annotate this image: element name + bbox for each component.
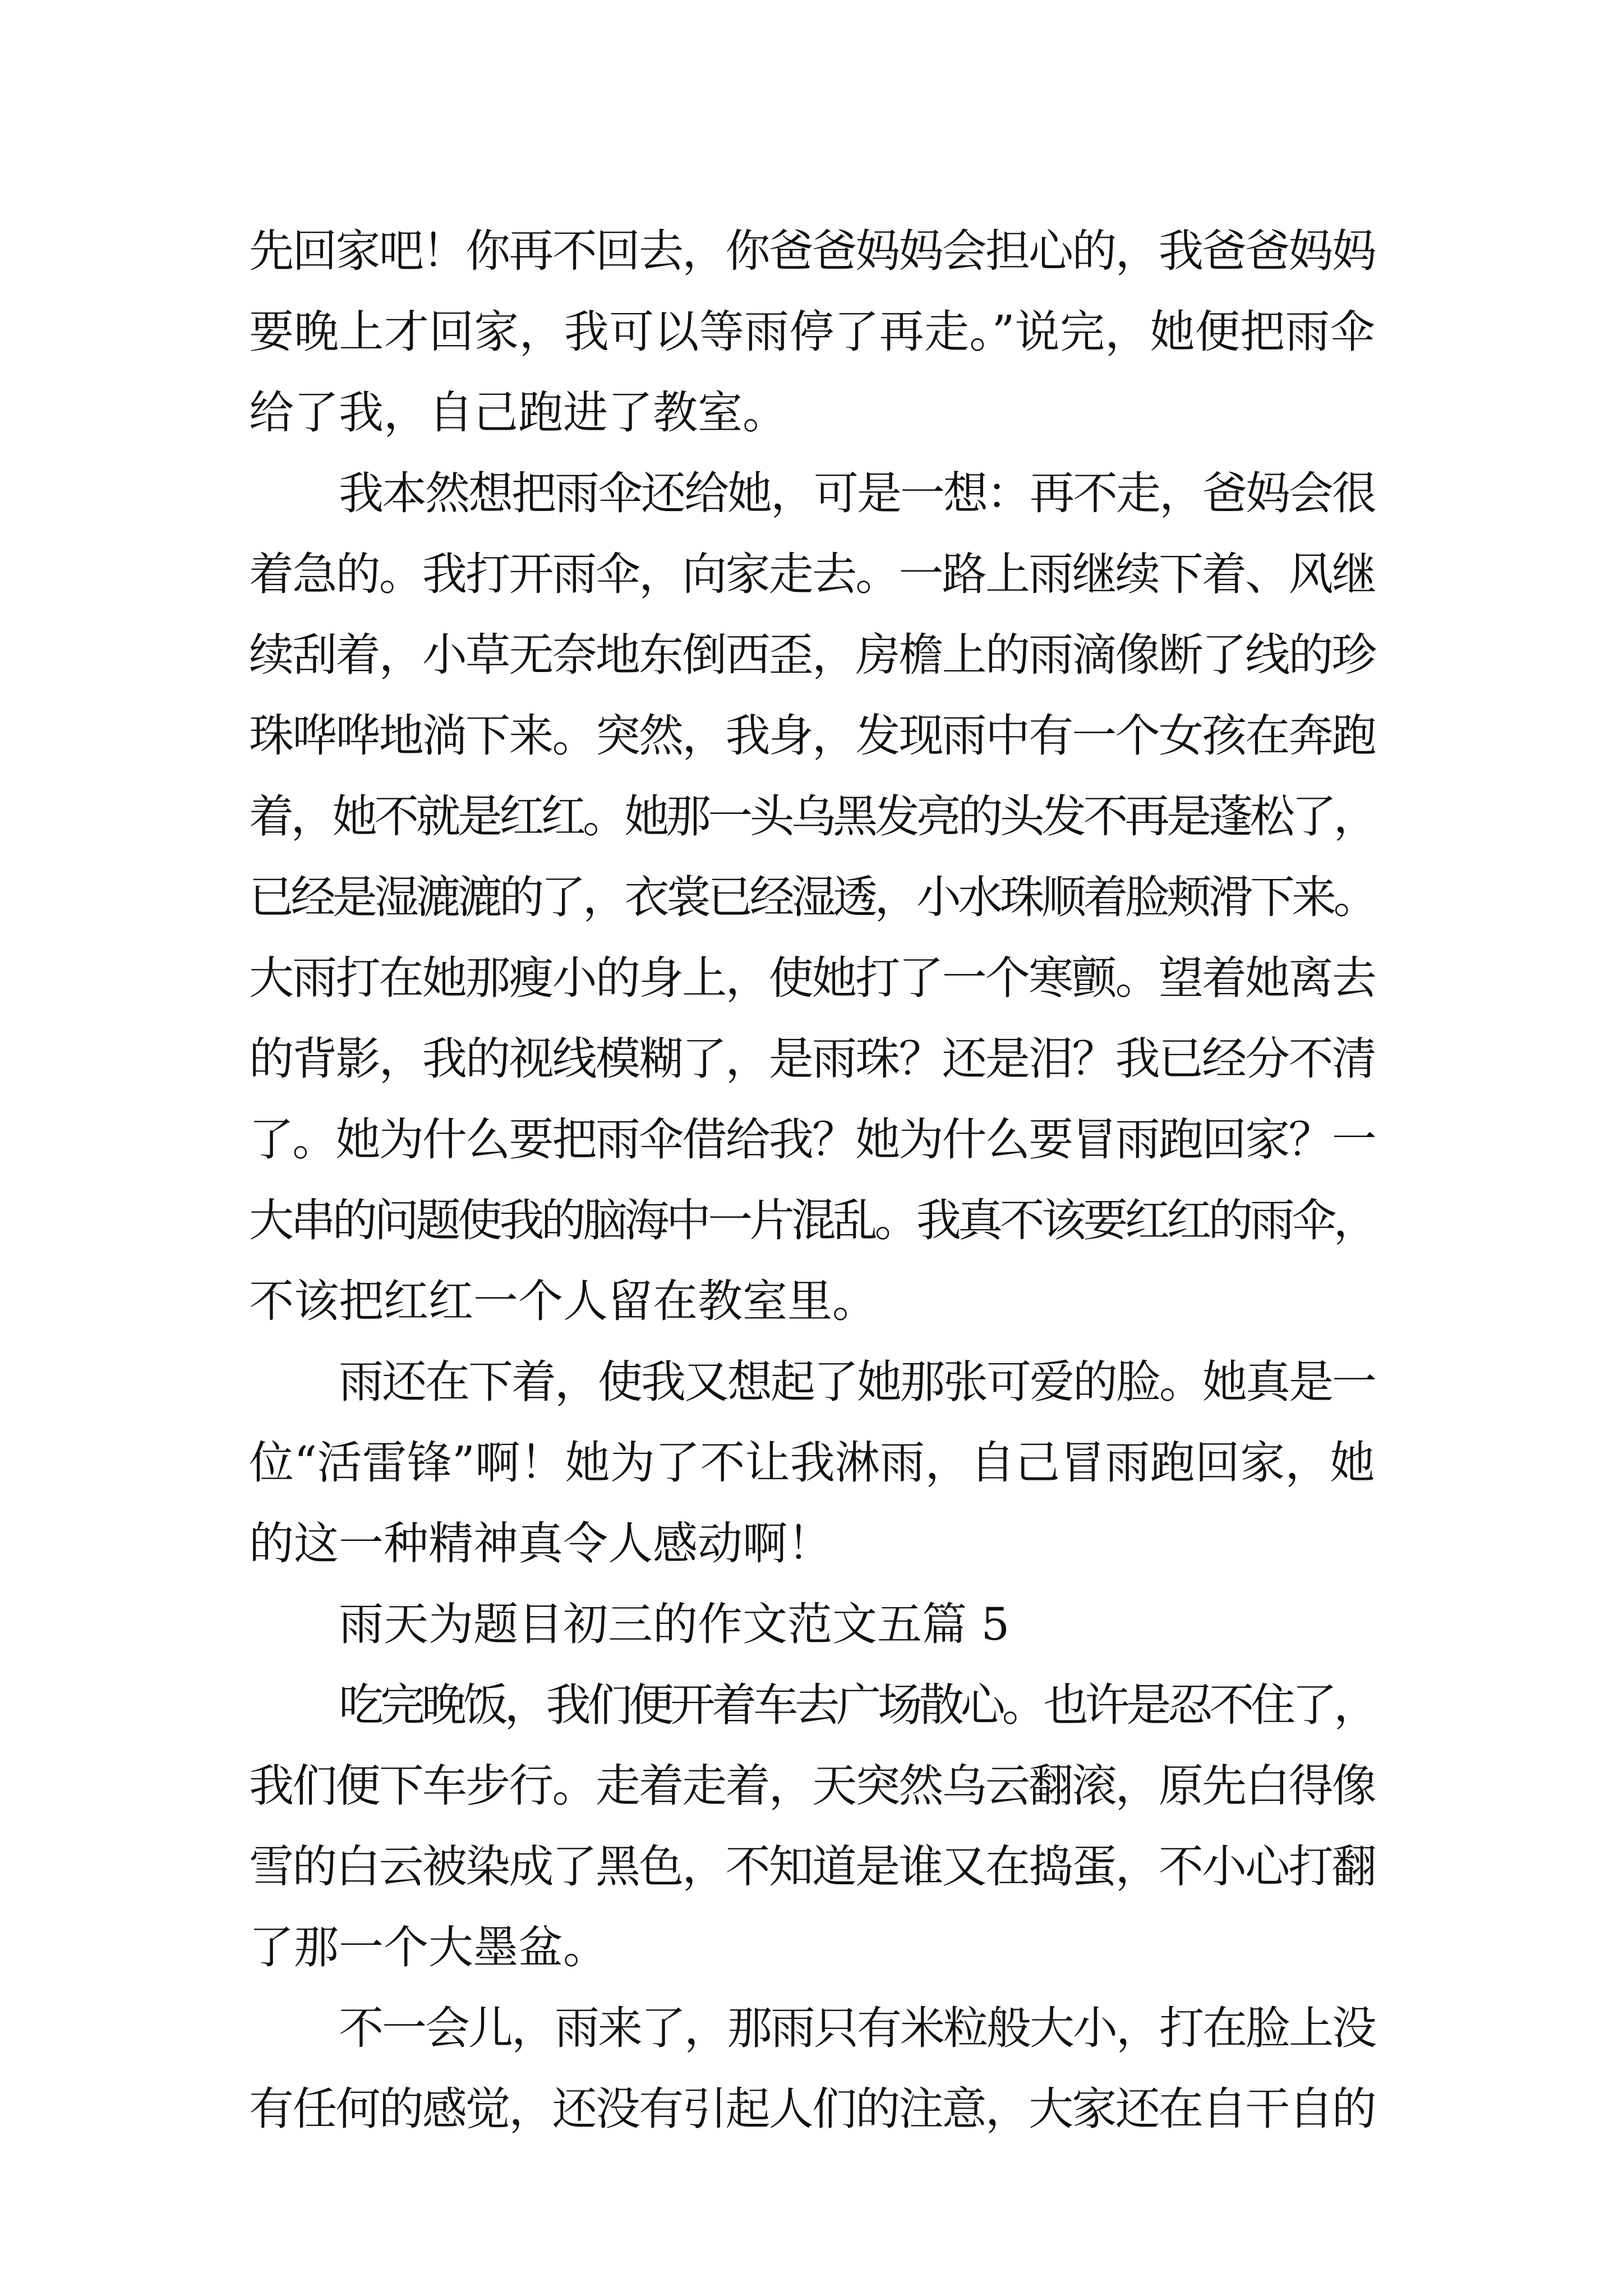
text-line: 着，她不就是红红。她那一头乌黑发亮的头发不再是蓬松了，: [249, 790, 1375, 843]
text-line: 了。她为什么要把雨伞借给我？她为什么要冒雨跑回家？一: [249, 1114, 1375, 1166]
text-line: 已经是湿漉漉的了，衣裳已经湿透，小水珠顺着脸颊滑下来。: [249, 871, 1375, 923]
text-line: 的这一种精神真令人感动啊！: [249, 1517, 832, 1570]
text-line: 雨天为题目初三的作文范文五篇 5: [339, 1598, 1010, 1650]
text-line: 给了我，自己跑进了教室。: [249, 386, 787, 439]
text-line: 大串的问题使我的脑海中一片混乱。我真不该要红红的雨伞，: [249, 1194, 1375, 1246]
text-line: 的背影，我的视线模糊了，是雨珠？还是泪？我已经分不清: [249, 1033, 1375, 1085]
text-line: 雪的白云被染成了黑色，不知道是谁又在捣蛋，不小心打翻: [249, 1841, 1375, 1893]
text-line: 我本然想把雨伞还给她，可是一想：再不走，爸妈会很: [339, 467, 1375, 519]
text-line: 要晚上才回家，我可以等雨停了再走。”说完，她便把雨伞: [249, 306, 1375, 358]
text-line: 位“活雷锋”啊！她为了不让我淋雨，自己冒雨跑回家，她: [249, 1437, 1375, 1489]
text-line: 着急的。我打开雨伞，向家走去。一路上雨继续下着、风继: [249, 548, 1375, 600]
text-line: 不一会儿，雨来了，那雨只有米粒般大小，打在脸上没: [339, 2002, 1375, 2054]
text-line: 我们便下车步行。走着走着，天突然乌云翻滚，原先白得像: [249, 1760, 1375, 1812]
text-line: 有任何的感觉，还没有引起人们的注意，大家还在自干自的: [249, 2083, 1375, 2135]
text-line: 大雨打在她那瘦小的身上，使她打了一个寒颤。望着她离去: [249, 952, 1375, 1004]
text-line: 续刮着，小草无奈地东倒西歪，房檐上的雨滴像断了线的珍: [249, 629, 1375, 681]
text-line: 不该把红红一个人留在教室里。: [249, 1275, 877, 1327]
text-line: 先回家吧！你再不回去，你爸爸妈妈会担心的，我爸爸妈妈: [249, 225, 1375, 277]
text-line: 了那一个大墨盆。: [249, 1921, 608, 1973]
text-line: 吃完晚饭，我们便开着车去广场散心。也许是忍不住了，: [339, 1679, 1375, 1731]
text-line: 雨还在下着，使我又想起了她那张可爱的脸。她真是一: [339, 1356, 1375, 1408]
text-line: 珠哗哗地淌下来。突然，我身，发现雨中有一个女孩在奔跑: [249, 710, 1375, 762]
